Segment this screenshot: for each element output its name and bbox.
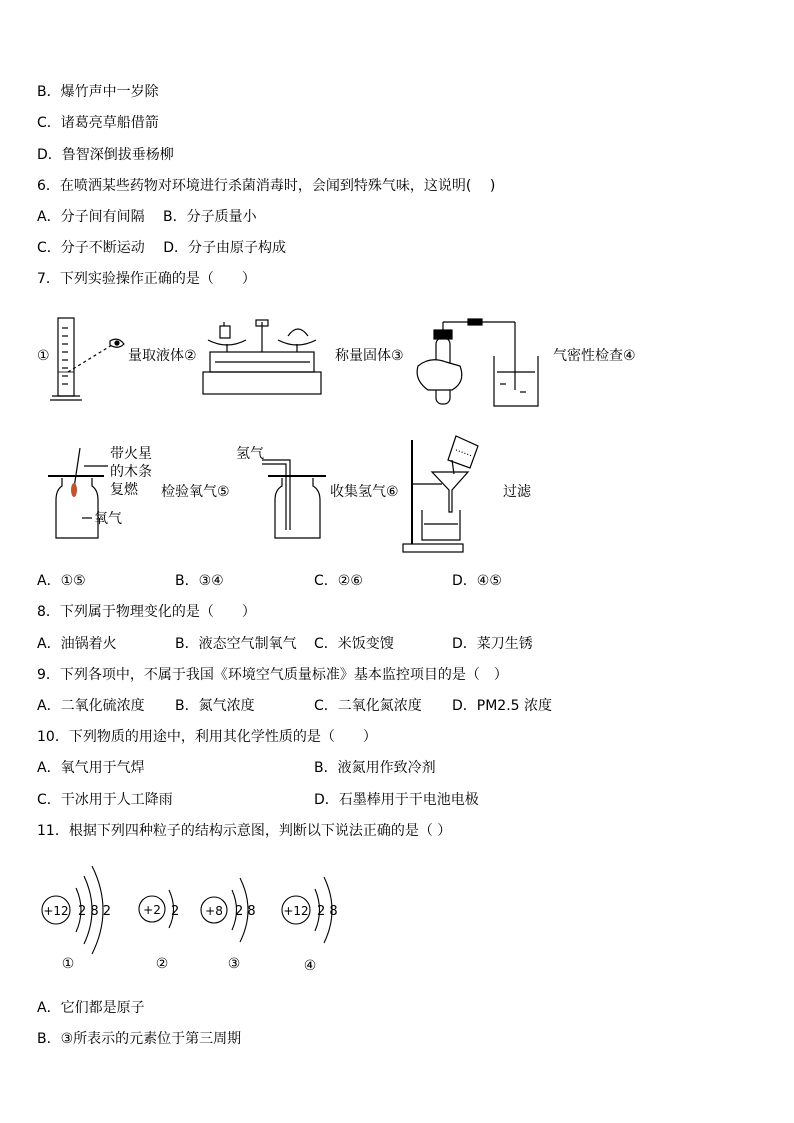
q10-option-d: D．石墨棒用于干电池电极 — [314, 792, 479, 808]
q9-stem: 9．下列各项中，不属于我国《环境空气质量标准》基本监控项目的是（ ） — [37, 667, 508, 683]
particle-2-nucleus: +2 — [143, 903, 161, 917]
particle-3-label: ③ — [227, 956, 241, 972]
q7-label-1: 量取液体② — [128, 348, 197, 364]
q6-options-ab: A．分子间有间隔 B．分子质量小 — [37, 209, 257, 225]
q7-oxygen-label: 氧气 — [94, 511, 122, 527]
q11-stem: 11．根据下列四种粒子的结构示意图，判断以下说法正确的是（ ） — [37, 823, 452, 839]
particle-2-label: ② — [155, 956, 169, 972]
q9-option-c: C．二氧化氮浓度 — [314, 698, 422, 714]
particle-diagram-3 — [201, 878, 256, 972]
q7-stem: 7．下列实验操作正确的是（ ） — [37, 271, 256, 287]
particle-diagram-2 — [139, 890, 179, 972]
q7-splint-line-2: 的木条 — [110, 464, 152, 480]
particle-diagram-4 — [282, 877, 338, 974]
q7-label-4: 检验氧气⑤ — [161, 484, 230, 500]
q8-option-d: D．菜刀生锈 — [452, 636, 533, 652]
q7-label-3: 气密性检查④ — [553, 348, 636, 364]
particle-4-shells: 2 8 — [317, 904, 338, 919]
particle-4-nucleus: +12 — [283, 904, 309, 918]
particle-1-label: ① — [61, 956, 75, 972]
q8-option-a: A．油锅着火 — [37, 636, 117, 652]
q10-option-b: B．液氮用作致冷剂 — [314, 760, 436, 776]
q8-option-b: B．液态空气制氧气 — [175, 636, 297, 652]
q5-option-b: B．爆竹声中一岁除 — [37, 84, 159, 100]
particle-4-label: ④ — [303, 958, 317, 974]
particle-2-shells: 2 — [171, 904, 180, 919]
q7-label-5: 收集氢气⑥ — [330, 484, 399, 500]
q7-option-a: A．①⑤ — [37, 573, 86, 589]
q9-option-d: D．PM2.5 浓度 — [452, 698, 553, 714]
q5-option-c: C．诸葛亮草船借箭 — [37, 115, 159, 131]
particle-3-shells: 2 8 — [235, 904, 256, 919]
q10-stem: 10．下列物质的用途中，利用其化学性质的是（ ） — [37, 729, 377, 745]
q11-option-a: A．它们都是原子 — [37, 1000, 145, 1016]
q6-options-cd: C．分子不断运动 D．分子由原子构成 — [37, 240, 287, 256]
q10-option-a: A．氧气用于气焊 — [37, 760, 145, 776]
q7-circle-1: ① — [37, 348, 50, 364]
particle-1-nucleus: +12 — [43, 904, 69, 918]
q8-option-c: C．米饭变馊 — [314, 636, 394, 652]
q8-stem: 8．下列属于物理变化的是（ ） — [37, 604, 256, 620]
q7-label-2: 称量固体③ — [335, 348, 404, 364]
q7-splint-line-3: 复燃 — [110, 482, 138, 498]
q7-label-6: 过滤 — [503, 484, 531, 500]
q6-stem: 6．在喷洒某些药物对环境进行杀菌消毒时，会闻到特殊气味，这说明( ) — [37, 178, 496, 194]
particle-1-shells: 2 8 2 — [78, 904, 112, 919]
q5-option-d: D．鲁智深倒拔垂杨柳 — [37, 147, 174, 163]
q7-option-b: B．③④ — [175, 573, 224, 589]
particle-diagram-1 — [42, 866, 111, 972]
q7-hydrogen-label: 氢气 — [236, 446, 264, 462]
q7-splint-line-1: 带火星 — [110, 446, 152, 462]
q10-option-c: C．干冰用于人工降雨 — [37, 792, 173, 808]
q7-option-c: C．②⑥ — [314, 573, 363, 589]
q7-option-d: D．④⑤ — [452, 573, 502, 589]
particle-3-nucleus: +8 — [205, 904, 223, 918]
q11-option-b: B．③所表示的元素位于第三周期 — [37, 1031, 242, 1047]
q9-option-a: A．二氧化硫浓度 — [37, 698, 145, 714]
q9-option-b: B．氮气浓度 — [175, 698, 255, 714]
